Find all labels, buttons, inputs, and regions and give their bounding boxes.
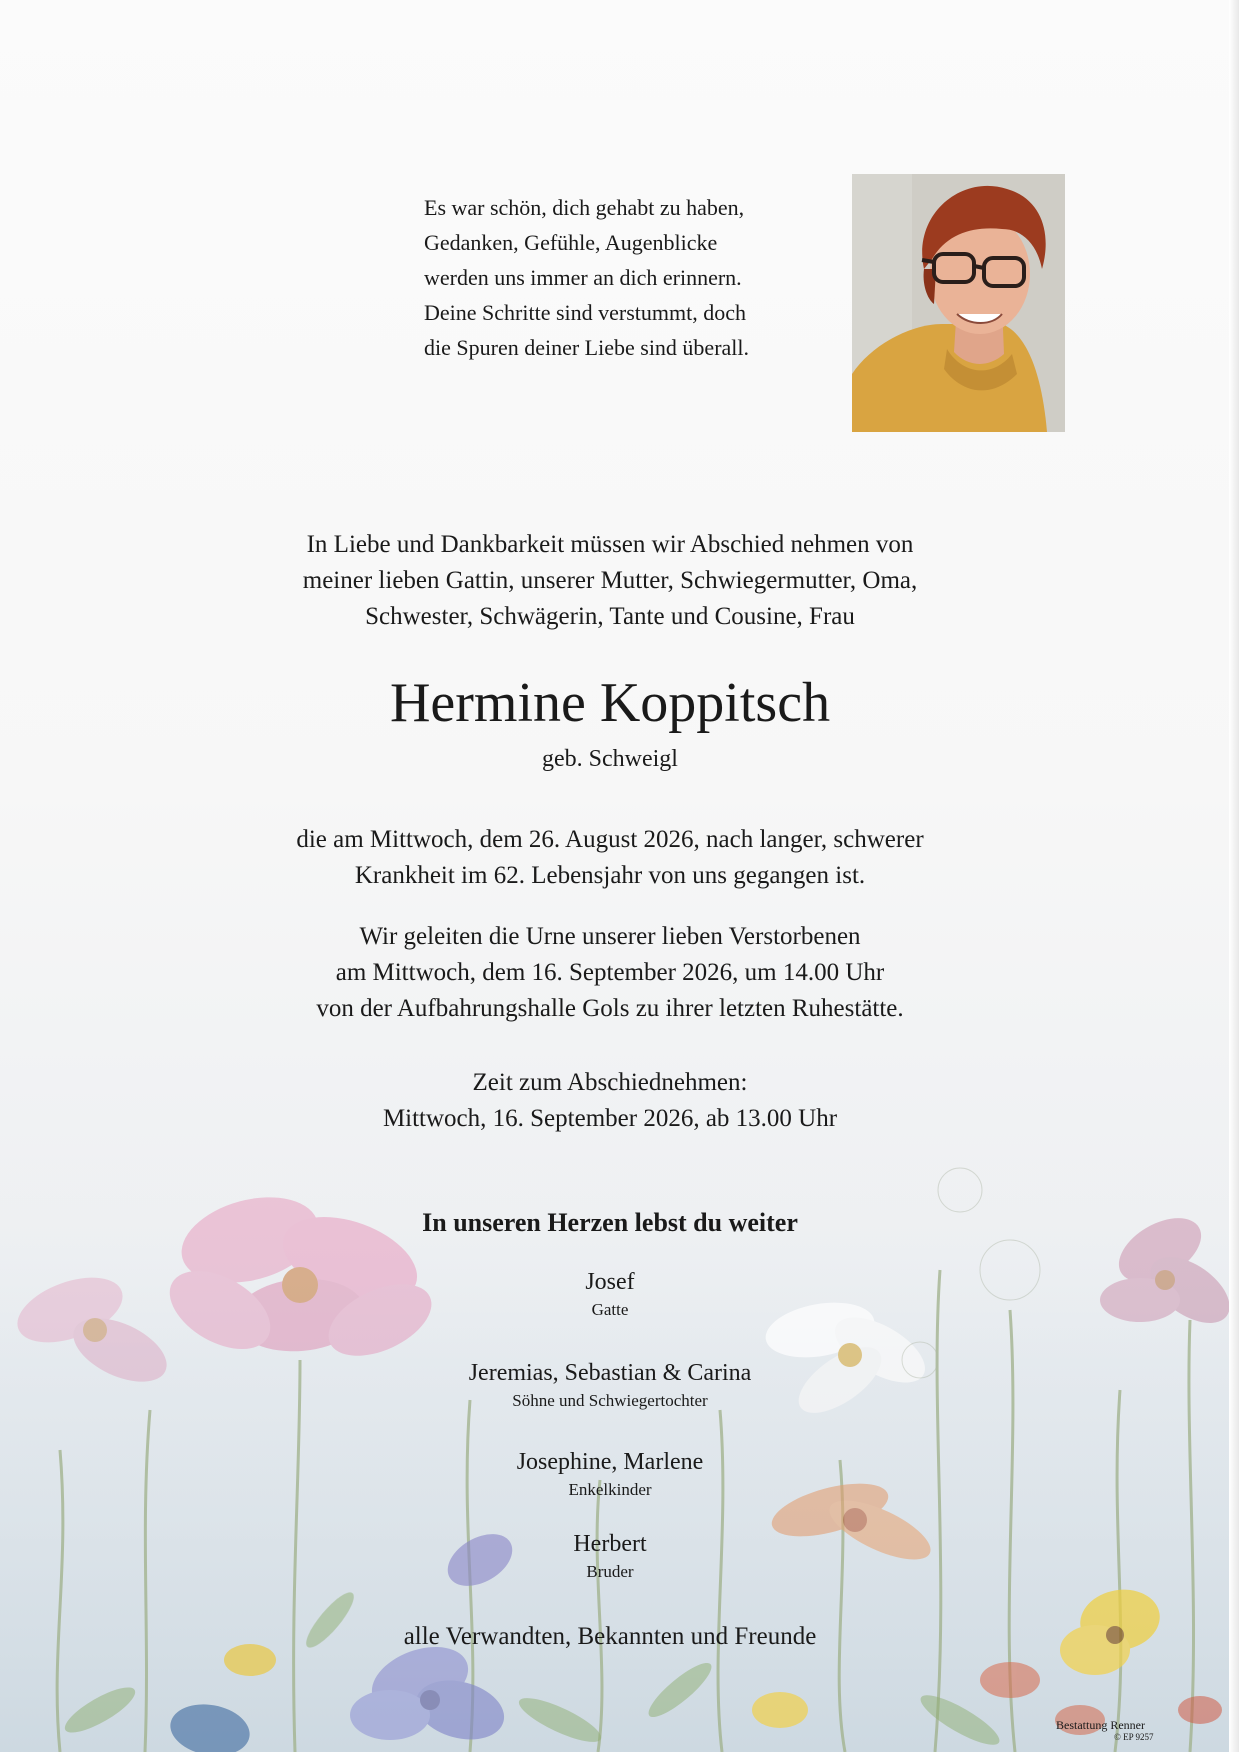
intro-line: Schwester, Schwägerin, Tante und Cousine, Frau	[365, 603, 855, 630]
mourner-entry	[300, 1266, 920, 1322]
mourner-entry	[300, 1357, 920, 1413]
funeral-line: am Mittwoch, dem 16. September 2026, um 14.00 Uhr	[335, 959, 885, 986]
funeral-home-name: Bestattung Renner	[1056, 1718, 1145, 1732]
mourner-entry	[300, 1528, 920, 1584]
maiden-name: geb. Schweigl	[542, 746, 678, 772]
funeral-home-code: © EP 9257	[1114, 1732, 1154, 1742]
mourner-relation: Enkelkinder	[568, 1480, 652, 1499]
poem-line: Deine Schritte sind verstummt, doch	[424, 300, 746, 325]
intro-line: meiner lieben Gattin, unserer Mutter, Schwiegermutter, Oma,	[302, 567, 918, 594]
death-notice-line: Krankheit im 62. Lebensjahr von uns gegangen ist.	[354, 862, 866, 889]
closing-line: alle Verwandten, Bekannten und Freunde	[403, 1623, 817, 1650]
mourner-name: Josephine, Marlene	[516, 1449, 704, 1475]
mourner-name: Herbert	[573, 1531, 647, 1557]
mourner-entry	[300, 1446, 920, 1502]
mourner-relation: Gatte	[591, 1300, 629, 1319]
mourner-relation: Bruder	[586, 1562, 634, 1581]
funeral-line: Wir geleiten die Urne unserer lieben Verstorbenen	[359, 923, 861, 950]
deceased-name: Hermine Koppitsch	[389, 672, 831, 734]
funeral-details	[200, 919, 1020, 1027]
poem-line: die Spuren deiner Liebe sind überall.	[424, 335, 750, 360]
funeral-line: von der Aufbahrungshalle Gols zu ihrer letzten Ruhestätte.	[316, 995, 904, 1022]
memorial-poem	[424, 190, 784, 365]
viewing-details	[200, 1065, 1020, 1137]
viewing-heading: Zeit zum Abschiednehmen:	[472, 1069, 748, 1096]
viewing-detail: Mittwoch, 16. September 2026, ab 13.00 Uhr	[382, 1105, 838, 1132]
portrait-photo	[852, 174, 1065, 432]
paper-edge	[1229, 0, 1239, 1752]
memorial-motto: In unseren Herzen lebst du weiter	[422, 1208, 798, 1237]
intro-text	[200, 527, 1020, 635]
mourner-name: Josef	[585, 1269, 635, 1295]
mourner-name: Jeremias, Sebastian & Carina	[468, 1360, 752, 1386]
poem-line: Es war schön, dich gehabt zu haben,	[424, 195, 745, 220]
death-notice	[200, 822, 1020, 894]
mourner-relation: Söhne und Schwiegertochter	[512, 1391, 708, 1410]
funeral-home-credit	[1056, 1718, 1186, 1742]
intro-line: In Liebe und Dankbarkeit müssen wir Abschied nehmen von	[306, 531, 914, 558]
death-notice-line: die am Mittwoch, dem 26. August 2026, nach langer, schwerer	[296, 826, 924, 853]
portrait-illustration	[852, 174, 1065, 432]
poem-line: werden uns immer an dich erinnern.	[424, 265, 742, 290]
poem-line: Gedanken, Gefühle, Augenblicke	[424, 230, 718, 255]
